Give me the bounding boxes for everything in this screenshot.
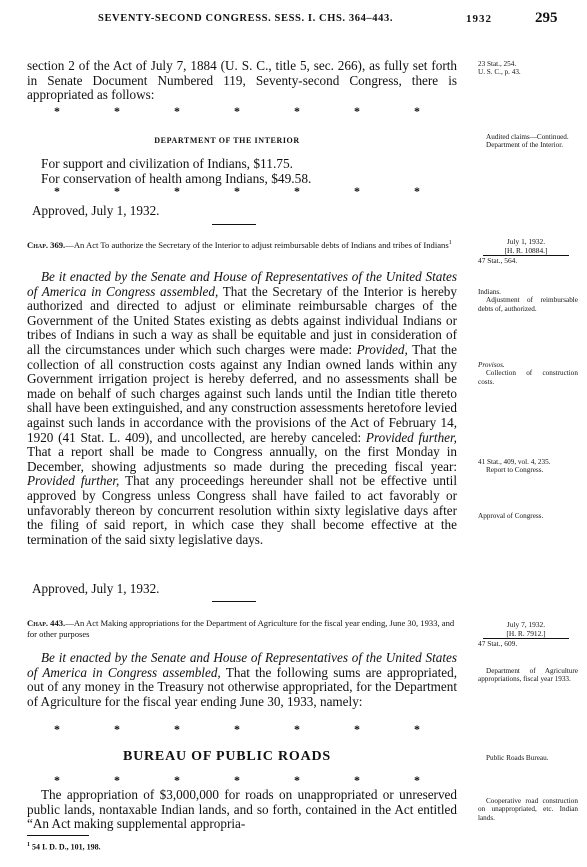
side-note-approval: Approval of Congress. <box>478 512 544 520</box>
section-rule <box>212 224 256 225</box>
approved-369: Approved, July 1, 1932. <box>32 581 160 596</box>
approved-interior: Approved, July 1, 1932. <box>32 203 160 218</box>
side-note-stat: 23 Stat., 254. U. S. C., p. 43. <box>478 60 521 77</box>
star-divider-4: * * * * * * * <box>54 773 420 787</box>
chap-369-title: Chap. 369.—An Act To authorize the Secretary of the Interior to adjust reimbursable debts of Indians and tribes of Indians$^1$ <box>27 239 452 250</box>
chap-443-date-block: July 7, 1932. [H. R. 7912.] 47 Stat., 609. <box>476 620 576 648</box>
footnote: $^1$ 54 I. D. D., 101, 198. <box>27 842 101 852</box>
page-number: 295 <box>535 10 558 26</box>
intro-paragraph: section 2 of the Act of July 7, 1884 (U. S. C., title 5, sec. 266), as fully set forth in Senate Document Numbered 119, Seventy-second Congress, there is appropriated as follows: <box>27 58 457 103</box>
star-divider-3: * * * * * * * <box>54 722 420 736</box>
footnote-rule <box>27 835 89 836</box>
chap-443-title: Chap. 443.—An Act Making appropriations for the Department of Agriculture for the fiscal year ending, June 30, 1933, and for other purposes <box>27 618 455 639</box>
header-year: 1932 <box>466 13 492 25</box>
dept-interior-heading: DEPARTMENT OF THE INTERIOR <box>154 136 300 145</box>
side-note-bureau: Public Roads Bureau. <box>486 754 549 762</box>
section-rule-2 <box>212 601 256 602</box>
side-note-audited: Audited claims—Continued. Department of the Interior. <box>486 133 569 150</box>
header-title: SEVENTY-SECOND CONGRESS. SESS. I. CHS. 364–443. <box>98 13 394 24</box>
side-note-provisos: Provisos. Collection of construction costs. <box>478 361 578 386</box>
side-note-indians: Indians. Adjustment of reimbursable debts of, authorized. <box>478 288 578 313</box>
side-note-41-stat: 41 Stat., 409, vol. 4, 235. Report to Congress. <box>478 458 551 475</box>
side-note-cooperative: Cooperative road construction on unappropriated, etc. Indian lands. <box>478 797 578 822</box>
running-header <box>0 10 587 30</box>
side-note-agriculture: Department of Agriculture appropriations, fiscal year 1933. <box>478 667 578 684</box>
chap-443-body: Be it enacted by the Senate and House of Representatives of the United States of America in Congress assembled, That the following sums are appropriated, out of any money in the Treasury not otherwise appropriated, for the Department of Agriculture for the fiscal year ending June 30, 1933, namely: <box>27 650 457 709</box>
interior-items: For support and civilization of Indians, $11.75. For conservation of health among Indians, $49.58. <box>41 156 312 186</box>
chap-369-body: Be it enacted by the Senate and House of Representatives of the United States of America in Congress assembled, That the Secretary of the Interior is hereby authorized and directed to adjust or eliminate reimbursable charges of the Government of the United States existing as debts against individual Indians or tribes of Indians in such a way as shall be equitable and just in consideration of all the circumstances under which such charges were made: Provided, That the collection of all construction costs against any Indian owned lands within any Government irrigation project is hereby deferred, and no assessments shall be made on behalf of such charges against such lands until the Indian title thereto shall have been extinguished, and any construction assessments heretofore levied against such lands in accordance with the provisions of the Act of February 14, 1920 (41 Stat. L. 409), and uncollected, are hereby canceled: Provided further, That a report shall be made to Congress annually, on the first Monday in December, showing adjustments so made during the preceding fiscal year: Provided further, That any proceedings hereunder shall not be effective until approved by Congress unless Congress shall have failed to act favorably or unfavorably thereon by concurrent resolution within sixty legislative days after the filing of said report, in which case they shall become effective at the termination of the said sixty legislative days. <box>27 269 457 547</box>
roads-body: The appropriation of $3,000,000 for roads on unappropriated or unreserved public lands, nontaxable Indian lands, and so forth, contained in the Act entitled “An Act making supplemental appropria- <box>27 787 457 832</box>
bureau-heading: BUREAU OF PUBLIC ROADS <box>122 749 332 764</box>
chap-369-date-block: July 1, 1932. [H. R. 10884.] 47 Stat., 564. <box>476 237 576 265</box>
star-divider-2: * * * * * * * <box>54 184 420 198</box>
star-divider: * * * * * * * <box>54 104 420 118</box>
